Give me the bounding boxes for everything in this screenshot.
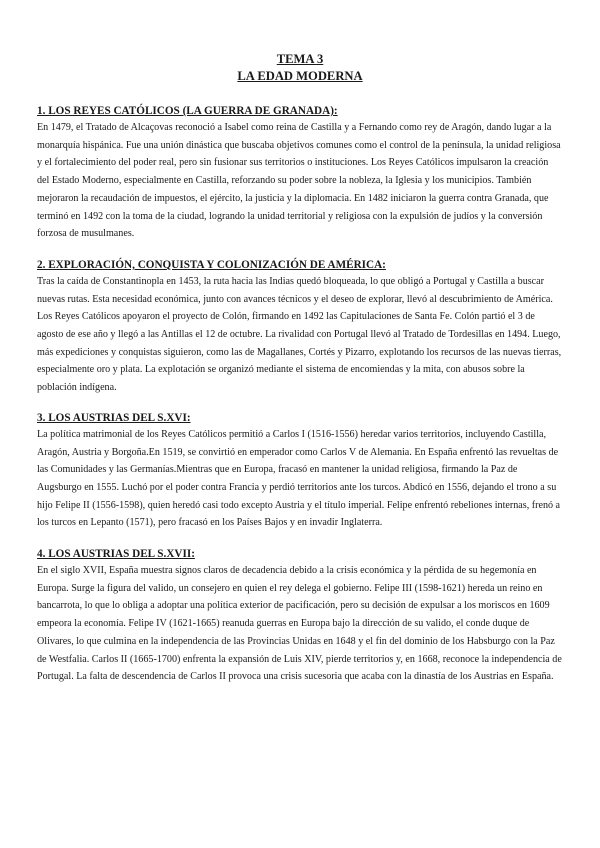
section-heading: 2. EXPLORACIÓN, CONQUISTA Y COLONIZACIÓN DE AMÉRICA:: [37, 258, 386, 271]
section-reyes-catolicos: [37, 103, 563, 243]
section-body: En 1479, el Tratado de Alcaçovas reconoció a Isabel como reina de Castilla y a Fernando como rey de Aragón, dando lugar a la monarquía hispánica. Fue una unión dinástica que buscaba objetivos comunes como el control de la península, la unidad religiosa y el fortalecimiento del poder real, pero sin fusionar sus territorios o instituciones. Los Reyes Católicos impulsaron la creación del Estado Moderno, especialmente en Castilla, reforzando su poder sobre la nobleza, la Iglesia y los municipios. También mejoraron la recaudación de impuestos, el ejército, la justicia y la diplomacia. En 1482 iniciaron la guerra contra Granada, que terminó en 1492 con la toma de la ciudad, logrando la unidad territorial y religiosa con la expulsión de judíos y la conversión forzosa de musulmanes.: [37, 122, 561, 240]
section-body: Tras la caída de Constantinopla en 1453, la ruta hacia las Indias quedó bloqueada, lo que obligó a Portugal y Castilla a buscar nuevas rutas. Esta necesidad económica, junto con avances técnicos y el deseo de explorar, llevó al descubrimiento de América. Los Reyes Católicos apoyaron el proyecto de Colón, firmando en 1492 las Capitulaciones de Santa Fe. Colón partió el 3 de agosto de ese año y llegó a las Antillas el 12 de octubre. La rivalidad con Portugal llevó al Tratado de Tordesillas en 1494. Luego, más expediciones y conquistas siguieron, como las de Magallanes, Cortés y Pizarro, explotando los recursos de las nuevas tierras, especialmente oro y plata. La explotación se organizó mediante el sistema de encomiendas y la mita, con abusos sobre la población indígena.: [37, 275, 562, 394]
section-heading: 1. LOS REYES CATÓLICOS (LA GUERRA DE GRANADA):: [37, 105, 338, 117]
section-body: La política matrimonial de los Reyes Católicos permitió a Carlos I (1516-1556) heredar varios territorios, incluyendo Castilla, Aragón, Austria y Borgoña.En 1519, se convirtió en emperador como Carlos V de Alemania. En España enfrentó las revueltas de las Comunidades y las Germanías.Mientras que en Europa, fracasó en mantener la unidad religiosa, firmando la Paz de Augsburgo en 1555. Luchó por el poder contra Francia y perdió territorios ante los turcos. Abdicó en 1556, dejando el trono a su hijo Felipe II (1556-1598), quien heredó casi todo excepto Austria y el título imperial. Felipe enfrentó rebeliones internas, frenó a los turcos en Lepanto (1571), pero fracasó en los Países Bajos y en invadir Inglaterra.: [37, 428, 561, 529]
title-block: [37, 0, 563, 85]
tema-label: TEMA 3: [276, 52, 324, 66]
section-austrias-xvi: [37, 410, 563, 532]
section-america: [37, 257, 563, 397]
section-body: En el siglo XVII, España muestra signos claros de decadencia debido a la crisis económica y la pérdida de su hegemonía en Europa. Surge la figura del valido, un consejero en quien el rey delega el gobierno. Felipe III (1598-1621) hereda un reino en bancarrota, lo que lo obliga a adoptar una política exterior de pacificación, pero su decisión de expulsar a los moriscos en 1609 empeora la economía. Felipe IV (1621-1665) reanuda guerras en Europa bajo la dirección de su valido, el conde duque de Olivares, lo que culmina en la independencia de las Provincias Unidas en 1648 y el fin del dominio de los Habsburgo con la Paz de Westfalia. Carlos II (1665-1700) enfrenta la expansión de Luis XIV, pierde territorios y, en 1668, reconoce la independencia de Portugal. La falta de descendencia de Carlos II provoca una crisis sucesoria que acaba con la dinastía de los Austrias en España.: [37, 565, 562, 683]
section-austrias-xvii: [37, 546, 563, 686]
section-heading: 3. LOS AUSTRIAS DEL S.XVI:: [37, 411, 191, 424]
section-heading: 4. LOS AUSTRIAS DEL S.XVII:: [37, 548, 195, 561]
page-title: LA EDAD MODERNA: [237, 69, 363, 83]
